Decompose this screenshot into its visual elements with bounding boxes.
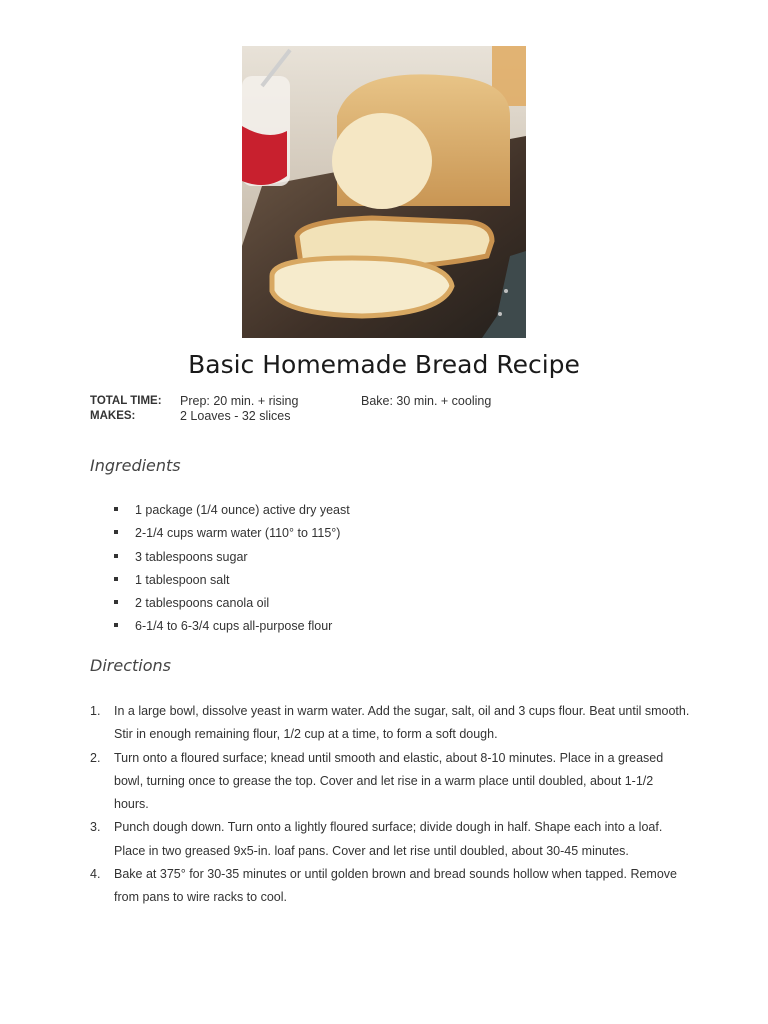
ingredients-list [113, 500, 350, 640]
directions-heading: Directions [90, 656, 171, 675]
step-text: Punch dough down. Turn onto a lightly floured surface; divide dough in half. Shape each into a loaf. Place in two greased 9x5-in. loaf pans. Cover and let rise until doubled, about 30-45 minutes. [114, 820, 663, 858]
list-item [113, 570, 350, 593]
list-item [113, 500, 350, 523]
list-item [113, 547, 350, 570]
bake-time: Bake: 30 min. + cooling [361, 394, 492, 408]
ingredient-text: 6-1/4 to 6-3/4 cups all-purpose flour [135, 619, 333, 634]
ingredient-text: 1 package (1/4 ounce) active dry yeast [135, 503, 350, 517]
step-number: 2. [90, 750, 101, 765]
bread-photo [242, 46, 526, 338]
list-item [90, 816, 690, 863]
recipe-meta [90, 394, 690, 424]
ingredient-text: 1 tablespoon salt [135, 572, 230, 587]
list-item [113, 523, 350, 546]
bullet-icon [114, 600, 118, 604]
bullet-icon [114, 577, 118, 581]
step-number: 4. [90, 867, 101, 882]
list-item [90, 863, 690, 910]
ingredients-heading: Ingredients [90, 456, 181, 475]
directions-list [90, 700, 690, 910]
ingredient-text: 2-1/4 cups warm water (110° to 115°) [135, 526, 341, 541]
page-title: Basic Homemade Bread Recipe [188, 350, 580, 379]
step-number: 3. [90, 820, 101, 835]
makes-row [90, 409, 690, 424]
step-number: 1. [90, 704, 101, 718]
step-text: Bake at 375° for 30-35 minutes or until golden brown and bread sounds hollow when tapped. Remove from pans to wire racks to cool. [114, 867, 677, 905]
prep-time: Prep: 20 min. + rising [180, 394, 299, 408]
makes-value: 2 Loaves - 32 slices [180, 409, 291, 423]
makes-label: MAKES: [90, 410, 136, 422]
list-item [113, 593, 350, 616]
bullet-icon [114, 554, 118, 558]
list-item [113, 616, 350, 639]
ingredient-text: 3 tablespoons sugar [135, 549, 248, 564]
total-time-label: TOTAL TIME: [90, 395, 162, 407]
step-text: In a large bowl, dissolve yeast in warm water. Add the sugar, salt, oil and 3 cups flour. Beat until smooth. Stir in enough remaining flour, 1/2 cup at a time, to form a soft dough. [114, 704, 690, 742]
bread-photo-illustration [242, 46, 526, 338]
list-item [90, 747, 690, 817]
bullet-icon [114, 530, 118, 534]
bullet-icon [114, 623, 118, 627]
total-time-row [90, 394, 690, 409]
ingredient-text: 2 tablespoons canola oil [135, 596, 270, 611]
step-text: Turn onto a floured surface; knead until smooth and elastic, about 8-10 minutes. Place in a greased bowl, turning once to grease the top. Cover and let rise in a warm place until doubled, about 1-1/2 hours. [114, 750, 664, 812]
bullet-icon [114, 507, 118, 511]
list-item [90, 700, 690, 747]
